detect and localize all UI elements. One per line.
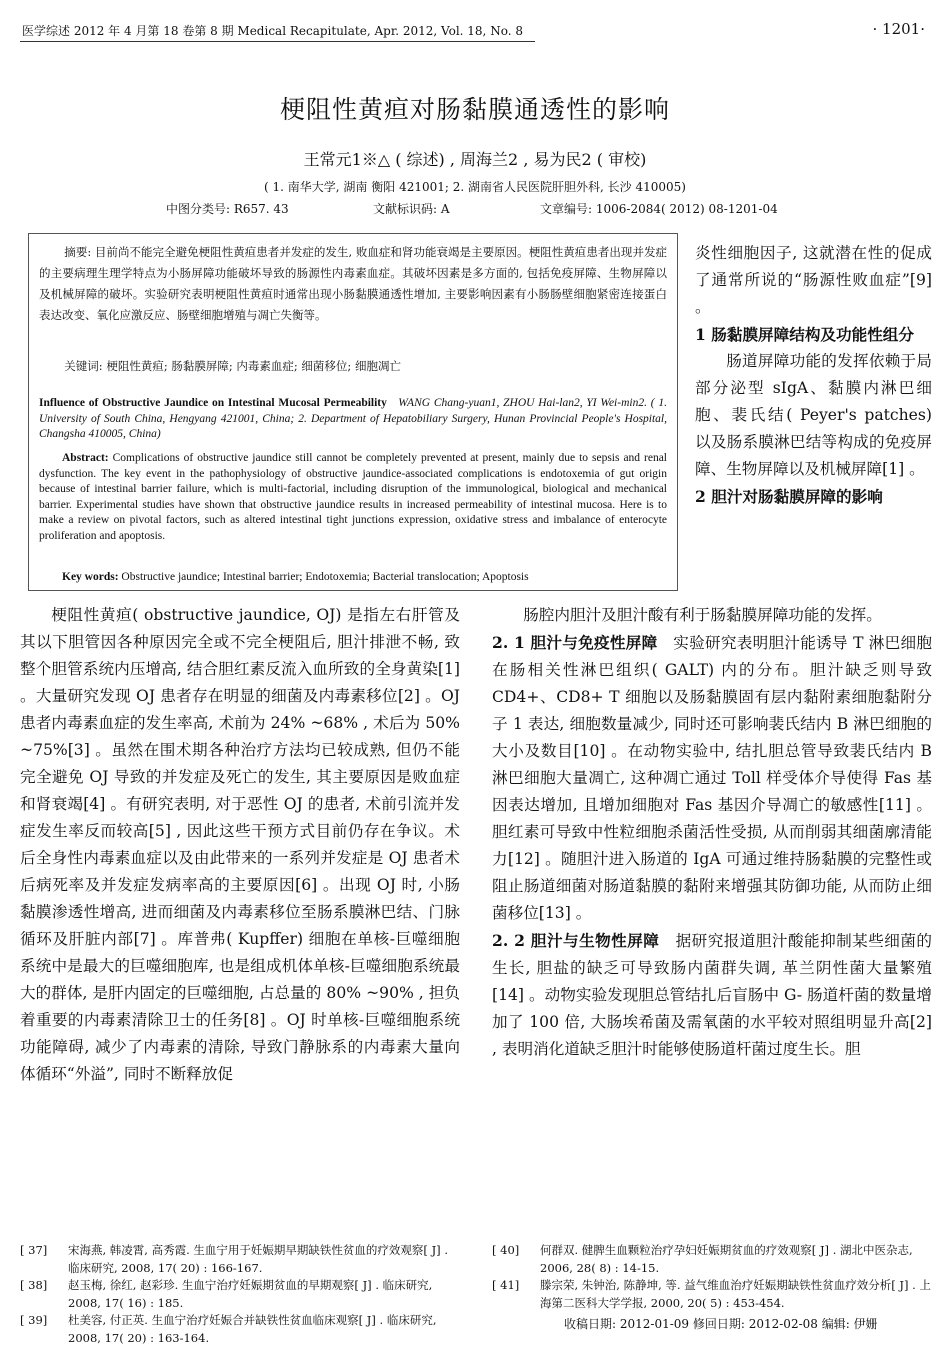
right-top-column [695,240,932,510]
article-number: 文章编号: 1006-2084( 2012) 08-1201-04 [540,202,778,216]
reference-item: [ 37] 宋海燕, 韩凌霄, 高秀霞. 生血宁用于妊娠期早期缺铁性贫血的疗效观察[ J] . 临床研究, 2008, 17( 20) : 166-167. [20,1243,448,1275]
affiliation: ( 1. 南华大学, 湖南 衡阳 421001; 2. 湖南省人民医院肝胆外科, 长沙 410005) [264,180,686,194]
page-number: · 1201· [872,20,925,38]
subsection-2-1-heading: 2. 1 胆汁与免疫性屏障 [492,633,658,652]
section-2-heading: 2 胆汁对肠黏膜屏障的影响 [695,487,883,506]
intro-paragraph: 梗阻性黄疸( obstructive jaundice, OJ) 是指左右肝管及其以下胆管因各种原因完全或不完全梗阻后, 胆汁排泄不畅, 致整个胆管系统内压增高, 结合胆红素反流入血所致的全身黄染[1] 。大量研究发现 OJ 患者存在明显的细菌及内毒素移位[2] 。OJ 患者内毒素血症的发生率高, 术前为 24% ~68% , 术后为 50% ~75%[3] 。虽然在围术期各种治疗方法均已较成熟, 但仍不能完全避免 OJ 导致的并发症及死亡的发生, 其主要原因是败血症和肾衰竭[4] 。有研究表明, 对于恶性 OJ 的患者, 术前引流并发症发生率反而较高[5] , 因此这些干预方式目前仍存在争议。术后全身性内毒素血症以及由此带来的一系列并发症是 OJ 患者术后病死率及并发症发病率高的主要原因[6] 。出现 OJ 时, 小肠黏膜渗透性增高, 进而细菌及内毒素移位至肠系膜淋巴结、门脉循环及肝脏内部[7] 。库普弗( Kupffer) 细胞在单核-巨噬细胞系统中是最大的巨噬细胞库, 也是组成机体单核-巨噬细胞系统最大的群体, 是肝内固定的巨噬细胞, 占总量的 80% ~90% , 担负着重要的内毒素清除卫士的任务[8] 。OJ 时单核-巨噬细胞系统功能障碍, 减少了内毒素的清除, 导致门静脉系的内毒素大量向体循环“外溢”, 同时不断释放促 [20,606,460,1083]
reference-item: [ 40] 何群双. 健脾生血颗粒治疗孕妇妊娠期贫血的疗效观察[ J] . 湖北中医杂志, 2006, 28( 8) : 14-15. [492,1243,913,1275]
keywords-cn: 关键词: 梗阻性黄疸; 肠黏膜屏障; 内毒素血症; 细菌移位; 细胞凋亡 [64,359,401,373]
english-abstract [39,451,667,545]
english-title: Influence of Obstructive Jaundice on Intestinal Mucosal Permeability [39,397,387,409]
reference-item: [ 39] 杜美容, 付正英. 生血宁治疗妊娠合并缺铁性贫血临床观察[ J] . 临床研究, 2008, 17( 20) : 163-164. [20,1313,437,1345]
english-authors: WANG Chang-yuan1, ZHOU Hai-lan2, YI Wei-min2. ( 1. University of South China, Hengyang 421001, China; 2. Department of Hepatobiliary Surgery, Hunan Provincial People's Hospital, Changsha 410005, China) [39,397,668,441]
english-header [39,396,667,443]
header-rule [20,41,535,42]
subsection-2-2-text: 据研究报道胆汁酸能抑制某些细菌的生长, 胆盐的缺乏可导致肠内菌群失调, 革兰阴性菌大量繁殖[14] 。动物实验发现胆总管结扎后盲肠中 G- 肠道杆菌的数量增加了 100 倍, 大肠埃希菌及需氧菌的水平较对照组明显升高[2] , 表明消化道缺乏胆汁时能够使肠道杆菌过度生长。胆 [492,932,932,1058]
section-1-heading: 1 肠黏膜屏障结构及功能性组分 [695,325,914,344]
abstract-cn: 摘要: 目前尚不能完全避免梗阻性黄疸患者并发症的发生, 败血症和肾功能衰竭是主要原因。梗阻性黄疸患者出现并发症的主要病理生理学特点为小肠屏障功能破坏导致的肠源性内毒素血症。其破坏因素是多方面的, 包括免疫屏障、生物屏障以及机械屏障的破坏。实验研究表明梗阻性黄疸时通常出现小肠黏膜通透性增加, 主要影响因素有小肠肠壁细胞紧密连接蛋白表达改变、氧化应激反应、肠壁细胞增殖与凋亡失衡等。 [39,245,667,322]
abstract-box [28,233,678,591]
reference-item: [ 38] 赵玉梅, 徐红, 赵彩珍. 生血宁治疗妊娠期贫血的早期观察[ J] . 临床研究, 2008, 17( 16) : 185. [20,1278,433,1310]
left-column [20,602,460,1088]
keywords-en-text: Obstructive jaundice; Intestinal barrier; Endotoxemia; Bacterial translocation; Apoptosis [121,571,529,583]
article-title: 梗阻性黄疸对肠黏膜通透性的影响 [279,95,670,124]
subsection-2-2 [492,927,932,1063]
authors: 王常元1※△ ( 综述) , 周海兰2 , 易为民2 ( 审校) [303,150,647,169]
running-header: 医学综述 2012 年 4 月第 18 卷第 8 期 Medical Recapitulate, Apr. 2012, Vol. 18, No. 8 [22,24,523,38]
subsection-2-2-heading: 2. 2 胆汁与生物性屏障 [492,931,660,950]
abstract-en-text: Complications of obstructive jaundice still cannot be completely prevented at present, mainly due to sepsis and renal dysfunction. The key event in the pathophysiology of obstructive jaundice-associated complications is endotoxemia of gut origin because of intestinal barrier failure, which is multi-factorial, including disruption of the immunological, biological and mechanical barrier. Experimental studies have shown that obstructive jaundice results in increased permeability of intestinal mucosa. Here is to make a review on pivotal factors, such as altered intestinal tight junctions expression, oxidative stress and imbalance of enterocyte proliferation and apoptosis. [39,452,668,542]
keywords-label: Key words: [62,571,119,583]
right-column [492,602,932,1063]
abstract-label: Abstract: [62,452,109,464]
references-left [20,1242,460,1347]
received-dates: 收稿日期: 2012-01-09 修回日期: 2012-02-08 编辑: 伊姗 [564,1317,878,1331]
reference-item: [ 41] 滕宗荣, 朱钟治, 陈静坤, 等. 益气维血治疗妊娠期缺铁性贫血疗效分析[ J] . 上海第二医科大学学报, 2000, 20( 5) : 453-454. [492,1278,931,1310]
references-right [492,1242,932,1332]
right-top-paragraph-1: 炎性细胞因子, 这就潜在性的促成了通常所说的“肠源性败血症”[9] 。 [695,244,932,316]
clc-number: 中图分类号: R657. 43 [166,202,289,216]
english-keywords [39,570,667,586]
subsection-2-1 [492,629,932,927]
section-2-intro: 肠腔内胆汁及胆汁酸有利于肠黏膜屏障功能的发挥。 [523,606,882,624]
subsection-2-1-text: 实验研究表明胆汁能诱导 T 淋巴细胞在肠相关性淋巴组织( GALT) 内的分布。胆汁缺乏则导致 CD4+、CD8+ T 细胞以及肠黏膜固有层内黏附素细胞黏附分子 1 表达, 细胞数量减少, 同时还可影响裴氏结内 B 淋巴细胞的大小及数目[10] 。在动物实验中, 结扎胆总管导致裴氏结内 B 淋巴细胞大量凋亡, 这种凋亡通过 Toll 样受体介导使得 Fas 基因表达增加, 且增加细胞对 Fas 基因介导凋亡的敏感性[11] 。胆红素可导致中性粒细胞杀菌活性受损, 从而削弱其细菌廓清能力[12] 。随胆汁进入肠道的 IgA 可通过维持肠黏膜的完整性或阻止肠道细菌对肠道黏膜的黏附来增强其防御功能, 从而防止细菌移位[13] 。 [492,634,932,922]
right-top-paragraph-2: 肠道屏障功能的发挥依赖于局部分泌型 sIgA、黏膜内淋巴细胞、裴氏结( Peyer's patches) 以及肠系膜淋巴结等构成的免疫屏障、生物屏障以及机械屏障[1] 。 [695,352,932,478]
document-code: 文献标识码: A [373,202,450,216]
